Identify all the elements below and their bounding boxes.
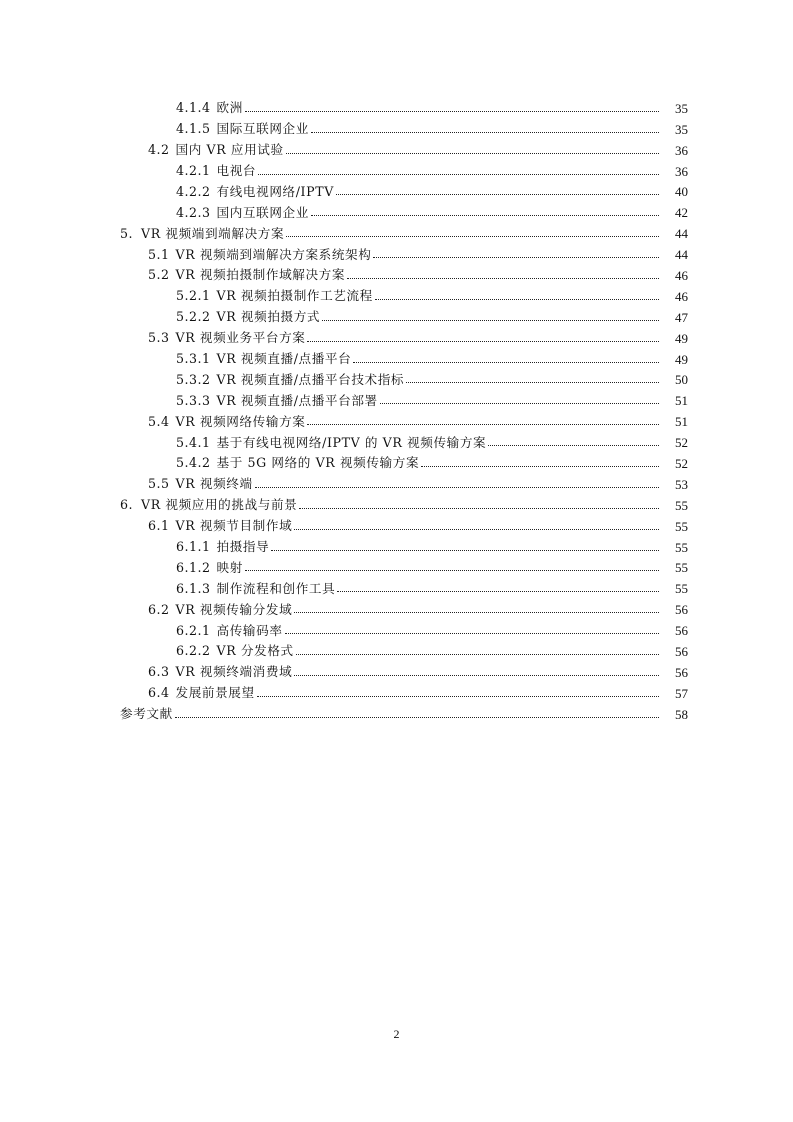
toc-entry[interactable] (0, 430, 793, 451)
toc-entry-page-number: 47 (675, 309, 688, 325)
dot-leader (294, 675, 659, 676)
toc-entry-page-number: 55 (675, 518, 688, 534)
toc-entry[interactable] (0, 472, 793, 493)
dot-leader (257, 696, 659, 697)
toc-entry[interactable] (0, 535, 793, 556)
toc-entry-number: 4.1.4 (176, 100, 211, 116)
toc-entry-title: VR 视频节目制作域 (175, 518, 293, 534)
toc-entry-page-number: 49 (675, 351, 688, 367)
toc-entry-page-number: 52 (675, 456, 688, 472)
toc-entry[interactable] (0, 347, 793, 368)
toc-entry-number: 4.1.5 (176, 121, 211, 137)
toc-entry[interactable] (0, 409, 793, 430)
toc-entry-number: 5.4.1 (176, 434, 211, 450)
toc-entry[interactable] (0, 326, 793, 347)
toc-entry-number: 5.2 (148, 267, 170, 283)
toc-entry-title: VR 视频端到端解决方案 (141, 225, 285, 241)
toc-entry-number: 4.2.1 (176, 162, 211, 178)
toc-entry-number: 4.2.3 (176, 204, 211, 220)
toc-entry-page-number: 50 (675, 372, 688, 388)
toc-entry-title: 国内互联网企业 (216, 204, 309, 220)
toc-entry-title: VR 视频端到端解决方案系统架构 (175, 246, 372, 262)
toc-entry[interactable] (0, 96, 793, 117)
toc-entry-title: VR 视频终端 (175, 476, 253, 492)
toc-entry-page-number: 36 (675, 163, 688, 179)
toc-entry[interactable] (0, 556, 793, 577)
dot-leader (488, 445, 659, 446)
toc-entry-page-number: 40 (675, 184, 688, 200)
dot-leader (286, 236, 659, 237)
dot-leader (421, 466, 659, 467)
toc-entry-title: VR 视频应用的挑战与前景 (141, 497, 298, 513)
toc-entry-title: 国际互联网企业 (216, 121, 309, 137)
toc-entry[interactable] (0, 117, 793, 138)
toc-entry-title: 电视台 (216, 162, 257, 178)
toc-entry-title: 基于 5G 网络的 VR 视频传输方案 (216, 455, 420, 471)
toc-entry-number: 5.3 (148, 330, 170, 346)
toc-entry[interactable] (0, 388, 793, 409)
toc-entry-page-number: 36 (675, 142, 688, 158)
dot-leader (294, 529, 659, 530)
toc-entry[interactable] (0, 660, 793, 681)
toc-entry-page-number: 42 (675, 205, 688, 221)
toc-entry-number: 4.2 (148, 142, 170, 158)
dot-leader (299, 508, 659, 509)
dot-leader (337, 591, 659, 592)
toc-entry[interactable] (0, 681, 793, 702)
toc-entry-title: VR 视频拍摄方式 (216, 309, 321, 325)
toc-entry-page-number: 44 (675, 247, 688, 263)
toc-entry[interactable] (0, 263, 793, 284)
dot-leader (322, 320, 659, 321)
toc-entry-title: VR 视频直播/点播平台部署 (216, 392, 378, 408)
toc-entry-title: 有线电视网络/IPTV (216, 183, 334, 199)
toc-entry-number: 5.3.3 (176, 392, 211, 408)
dot-leader (285, 633, 659, 634)
dot-leader (255, 487, 659, 488)
toc-entry-title: VR 分发格式 (216, 643, 294, 659)
toc-entry-number: 6.2.2 (176, 643, 211, 659)
toc-entry-title: 高传输码率 (216, 622, 283, 638)
toc-entry-number: 5.3.2 (176, 371, 211, 387)
toc-entry-title: 参考文献 (120, 706, 173, 722)
toc-entry[interactable] (0, 180, 793, 201)
dot-leader (245, 111, 659, 112)
toc-entry-page-number: 35 (675, 100, 688, 116)
toc-entry[interactable] (0, 451, 793, 472)
toc-entry[interactable] (0, 138, 793, 159)
dot-leader (271, 550, 659, 551)
dot-leader (311, 215, 659, 216)
dot-leader (373, 257, 659, 258)
toc-entry-page-number: 58 (675, 706, 688, 722)
toc-entry-title: VR 视频直播/点播平台技术指标 (216, 371, 405, 387)
toc-entry-page-number: 56 (675, 664, 688, 680)
toc-entry[interactable] (0, 284, 793, 305)
toc-entry[interactable] (0, 493, 793, 514)
toc-entry-number: 6.1 (148, 518, 170, 534)
toc-entry-page-number: 55 (675, 497, 688, 513)
dot-leader (296, 654, 659, 655)
toc-entry-page-number: 51 (675, 393, 688, 409)
toc-entry-title: 国内 VR 应用试验 (175, 142, 284, 158)
dot-leader (353, 362, 659, 363)
toc-entry-title: VR 视频传输分发域 (175, 601, 293, 617)
toc-entry[interactable] (0, 597, 793, 618)
toc-entry-number: 6.1.2 (176, 559, 211, 575)
toc-entry-number: 6. (120, 497, 134, 513)
toc-entry[interactable] (0, 702, 793, 723)
dot-leader (380, 403, 659, 404)
table-of-contents (0, 96, 793, 723)
toc-entry-title: 拍摄指导 (216, 539, 270, 554)
toc-entry-number: 6.2 (148, 601, 170, 617)
dot-leader (336, 194, 659, 195)
toc-entry-title: 制作流程和创作工具 (216, 580, 336, 596)
toc-entry-number: 6.1.3 (176, 580, 211, 596)
toc-entry-title: VR 视频拍摄制作工艺流程 (216, 288, 373, 304)
toc-entry-title: 映射 (216, 559, 243, 575)
toc-entry-title: 欧洲 (216, 100, 243, 116)
toc-entry-number: 5. (120, 225, 134, 241)
toc-entry[interactable] (0, 618, 793, 639)
dot-leader (375, 299, 659, 300)
dot-leader (311, 132, 659, 133)
toc-entry-title: 基于有线电视网络/IPTV 的 VR 视频传输方案 (216, 434, 487, 450)
toc-entry-page-number: 56 (675, 644, 688, 660)
toc-entry[interactable] (0, 159, 793, 180)
toc-entry-number: 5.2.2 (176, 309, 211, 325)
toc-entry-title: VR 视频直播/点播平台 (216, 350, 352, 366)
toc-entry-number: 6.2.1 (176, 622, 211, 638)
toc-entry-title: VR 视频网络传输方案 (175, 413, 306, 429)
toc-entry-page-number: 55 (675, 581, 688, 597)
dot-leader (307, 341, 659, 342)
toc-entry-page-number: 51 (675, 414, 688, 430)
toc-entry[interactable] (0, 305, 793, 326)
dot-leader (294, 612, 659, 613)
toc-entry-title: 发展前景展望 (175, 685, 255, 701)
dot-leader (175, 717, 659, 718)
toc-entry-number: 4.2.2 (176, 183, 211, 199)
toc-entry[interactable] (0, 576, 793, 597)
toc-entry-page-number: 55 (675, 560, 688, 576)
toc-entry[interactable] (0, 242, 793, 263)
toc-entry-page-number: 56 (675, 623, 688, 639)
toc-entry-number: 5.4.2 (176, 455, 211, 471)
toc-entry-page-number: 56 (675, 602, 688, 618)
toc-entry[interactable] (0, 639, 793, 660)
toc-entry-page-number: 57 (675, 685, 688, 701)
toc-entry-page-number: 44 (675, 226, 688, 242)
toc-entry-page-number: 46 (675, 288, 688, 304)
toc-entry-page-number: 49 (675, 330, 688, 346)
dot-leader (347, 278, 659, 279)
toc-entry-number: 5.4 (148, 413, 170, 429)
dot-leader (307, 424, 659, 425)
page-number: 2 (393, 1027, 400, 1041)
toc-entry-title: VR 视频终端消费域 (175, 664, 293, 680)
dot-leader (406, 382, 659, 383)
dot-leader (258, 174, 659, 175)
dot-leader (286, 153, 659, 154)
toc-entry-page-number: 55 (675, 539, 688, 555)
toc-entry-number: 5.2.1 (176, 288, 211, 304)
toc-entry-number: 6.1.1 (176, 539, 211, 554)
toc-entry[interactable] (0, 368, 793, 389)
toc-entry-page-number: 53 (675, 476, 688, 492)
toc-entry-page-number: 35 (675, 121, 688, 137)
dot-leader (245, 570, 659, 571)
toc-entry-number: 6.3 (148, 664, 170, 680)
toc-entry[interactable] (0, 221, 793, 242)
toc-entry-page-number: 46 (675, 268, 688, 284)
toc-entry-title: VR 视频业务平台方案 (175, 330, 306, 346)
toc-entry-number: 5.3.1 (176, 350, 211, 366)
toc-entry-title: VR 视频拍摄制作域解决方案 (175, 267, 346, 283)
toc-entry[interactable] (0, 514, 793, 535)
toc-entry[interactable] (0, 200, 793, 221)
toc-entry-number: 5.1 (148, 246, 170, 262)
toc-entry-page-number: 52 (675, 435, 688, 451)
toc-entry-number: 5.5 (148, 476, 170, 492)
toc-entry-number: 6.4 (148, 685, 170, 701)
